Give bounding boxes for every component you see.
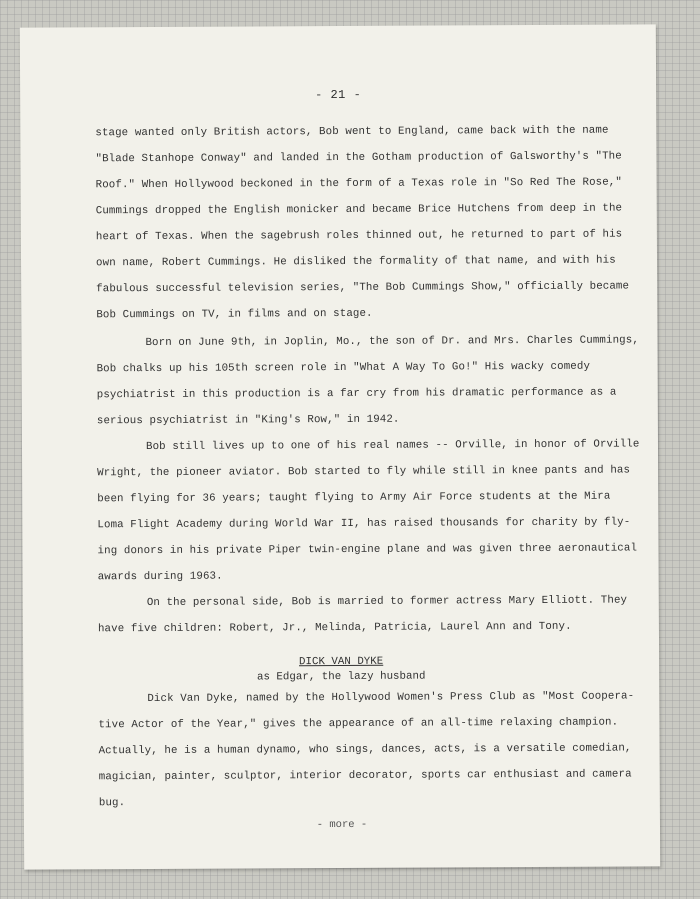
more-footer: - more - — [316, 818, 368, 832]
paragraph-line: On the personal side, Bob is married to former actress Mary Elliott. They — [146, 594, 628, 610]
paragraph-line: Born on June 9th, in Joplin, Mo., the son of Dr. and Mrs. Charles Cummings, — [145, 334, 639, 350]
paragraph-line: ing donors in his private Piper twin-engine plane and was given three aeronautical — [97, 542, 638, 558]
paragraph-line: awards during 1963. — [97, 570, 223, 584]
paragraph-line: magician, painter, sculptor, interior decorator, sports car enthusiast and camera — [98, 768, 632, 784]
paragraph-line: Bob chalks up his 105th screen role in "What A Way To Go!" His wacky comedy — [96, 360, 591, 376]
page-number: - 21 - — [315, 87, 362, 103]
paragraph-line: Loma Flight Academy during World War II, has raised thousands for charity by fly- — [97, 516, 631, 532]
paragraph-line: Wright, the pioneer aviator. Bob started to fly while still in knee pants and has — [97, 464, 631, 480]
paragraph-line: heart of Texas. When the sagebrush roles thinned out, he returned to part of his — [95, 228, 623, 244]
paragraph-line: stage wanted only British actors, Bob went to England, came back with the name — [95, 124, 609, 140]
paragraph-line: bug. — [98, 797, 126, 810]
paragraph-line: Dick Van Dyke, named by the Hollywood Women's Press Club as "Most Coopera- — [147, 690, 635, 706]
paragraph-line: tive Actor of the Year," gives the appearance of an all-time relaxing champion. — [98, 716, 619, 732]
paragraph-line: have five children: Robert, Jr., Melinda, Patricia, Laurel Ann and Tony. — [97, 620, 572, 636]
paragraph-line: fabulous successful television series, "The Bob Cummings Show," officially became — [96, 280, 630, 296]
section-subtitle: as Edgar, the lazy husband — [256, 670, 426, 684]
paragraph-line: been flying for 36 years; taught flying to Army Air Force students at the Mira — [97, 490, 611, 506]
paragraph-line: psychiatrist in this production is a far cry from his dramatic performance as a — [96, 386, 617, 402]
paragraph-line: Cummings dropped the English monicker and became Brice Hutchens from deep in the — [95, 202, 623, 218]
paragraph-line: "Blade Stanhope Conway" and landed in the Gotham production of Galsworthy's "The — [95, 150, 622, 166]
paragraph-line: own name, Robert Cummings. He disliked the formality of that name, and with his — [96, 254, 616, 270]
paragraph-line: Roof." When Hollywood beckoned in the form of a Texas role in "So Red The Rose," — [95, 176, 622, 192]
document-page — [20, 24, 660, 869]
paragraph-line: Bob Cummings on TV, in films and on stage. — [96, 307, 373, 322]
paragraph-line: Actually, he is a human dynamo, who sings, dances, acts, is a versatile comedian, — [98, 742, 632, 758]
section-title: DICK VAN DYKE — [298, 655, 384, 669]
paragraph-line: Bob still lives up to one of his real names -- Orville, in honor of Orville — [145, 438, 640, 454]
paragraph-line: serious psychiatrist in "King's Row," in 1942. — [96, 413, 400, 428]
